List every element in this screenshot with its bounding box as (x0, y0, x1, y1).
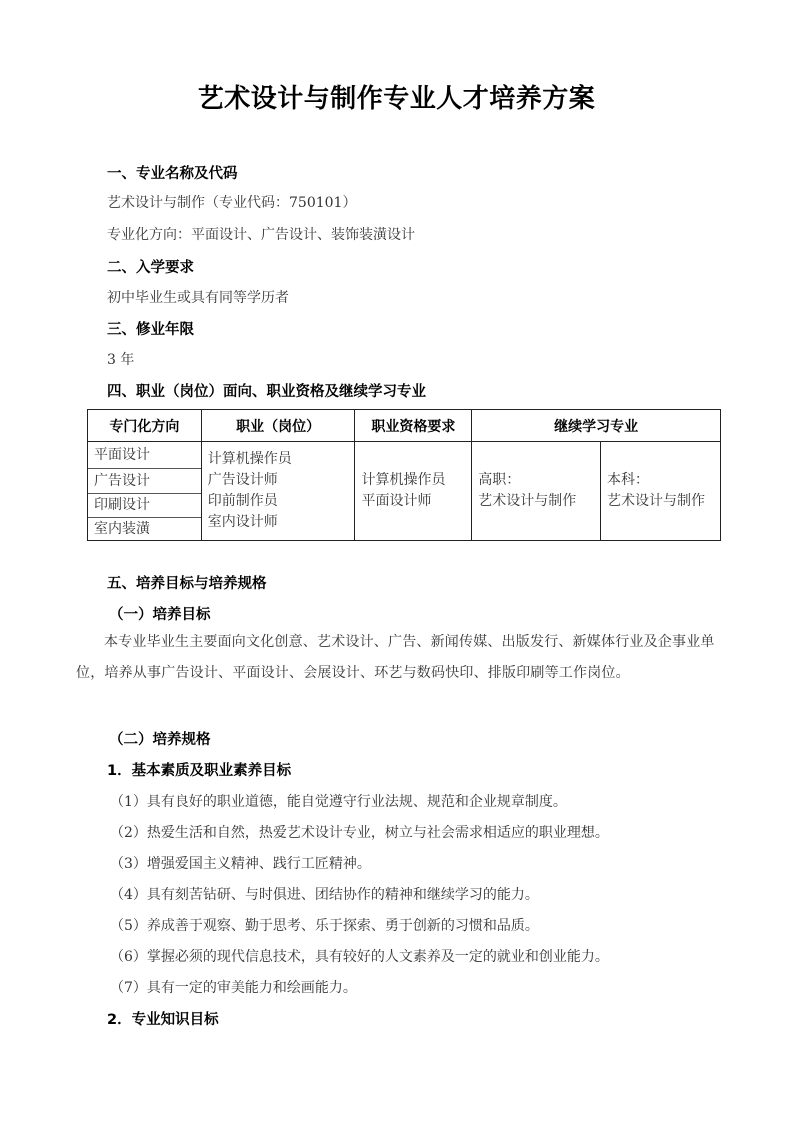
direction-cell (88, 442, 202, 541)
header-occupation: 职业（岗位） (201, 410, 355, 442)
further-study-level: 高职： (478, 472, 521, 488)
major-code-text: 艺术设计与制作（专业代码：750101） (107, 195, 357, 211)
section-heading-major-name: 一、专业名称及代码 (107, 166, 238, 182)
qualification-item: 计算机操作员 (361, 472, 446, 488)
document-title: 艺术设计与制作专业人才培养方案 (197, 84, 596, 114)
direction-item: 平面设计 (88, 442, 201, 469)
list-item: （1）具有良好的职业道德，能自觉遵守行业法规、规范和企业规章制度。 (110, 794, 567, 810)
duration-text: 3 年 (107, 352, 135, 368)
list-item: （2）热爱生活和自然，热爱艺术设计专业，树立与社会需求相适应的职业理想。 (110, 825, 609, 841)
header-direction: 专门化方向 (88, 410, 202, 442)
further-study-bachelor-cell (601, 442, 721, 541)
training-goal-paragraph: 本专业毕业生主要面向文化创意、艺术设计、广告、新闻传媒、出版发行、新媒体行业及企事业单位，培养从事广告设计、平面设计、会展设计、环艺与数码快印、排版印刷等工作岗位。 (76, 634, 715, 681)
list-item: （6）掌握必须的现代信息技术，具有较好的人文素养及一定的就业和创业能力。 (110, 949, 609, 965)
section-heading-admission: 二、入学要求 (107, 260, 194, 276)
career-table (87, 409, 721, 541)
table-header-row (88, 410, 721, 442)
qualification-item: 平面设计师 (361, 493, 432, 509)
occupation-item: 广告设计师 (207, 472, 278, 488)
section-heading-duration: 三、修业年限 (107, 322, 194, 338)
occupation-item: 计算机操作员 (207, 451, 292, 467)
list-item: （4）具有刻苦钻研、与时俱进、团结协作的精神和继续学习的能力。 (110, 887, 539, 903)
subsection-heading-goal: （一）培养目标 (109, 607, 211, 623)
further-study-major: 艺术设计与制作 (478, 493, 577, 509)
header-further-study: 继续学习专业 (472, 410, 721, 442)
admission-text: 初中毕业生或具有同等学历者 (107, 290, 289, 306)
specialization-text: 专业化方向：平面设计、广告设计、装饰装潢设计 (107, 227, 415, 243)
occupation-item: 印前制作员 (207, 493, 278, 509)
direction-item: 室内装潢 (94, 521, 150, 537)
further-study-vocational-cell (472, 442, 601, 541)
section-heading-career: 四、职业（岗位）面向、职业资格及继续学习专业 (107, 384, 426, 400)
point-heading-basic-quality: 1．基本素质及职业素养目标 (107, 763, 292, 779)
occupation-item: 室内设计师 (207, 514, 278, 530)
subsection-heading-spec: （二）培养规格 (109, 732, 211, 748)
table-row (88, 442, 721, 541)
further-study-major: 艺术设计与制作 (607, 493, 705, 509)
direction-item: 印刷设计 (88, 494, 201, 518)
list-item: （3）增强爱国主义精神、践行工匠精神。 (110, 856, 371, 872)
occupation-cell (201, 442, 355, 541)
point-heading-knowledge: 2．专业知识目标 (107, 1012, 219, 1028)
direction-item: 广告设计 (88, 469, 201, 494)
list-item: （7）具有一定的审美能力和绘画能力。 (110, 980, 357, 996)
qualification-cell (355, 442, 472, 541)
section-heading-training: 五、培养目标与培养规格 (107, 576, 267, 592)
further-study-level: 本科： (607, 472, 649, 488)
list-item: （5）养成善于观察、勤于思考、乐于探索、勇于创新的习惯和品质。 (110, 918, 539, 934)
header-qualification: 职业资格要求 (355, 410, 472, 442)
